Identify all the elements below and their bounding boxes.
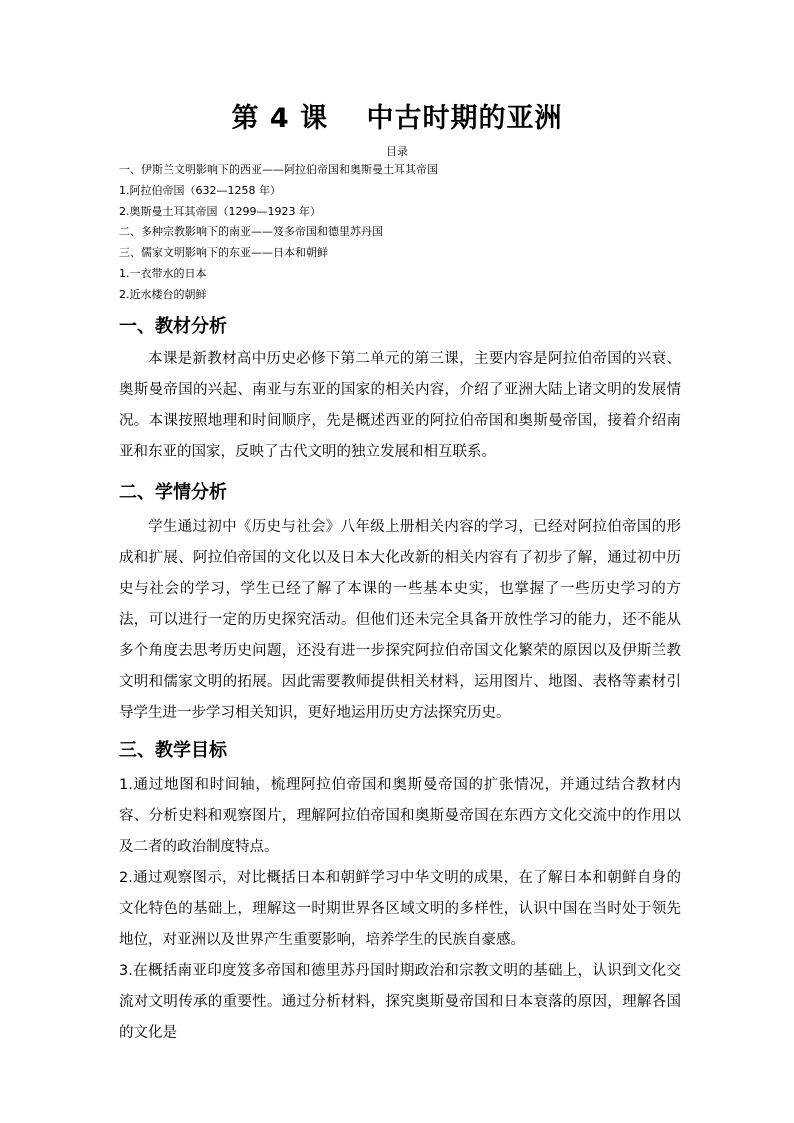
section-learner-analysis bbox=[119, 480, 681, 729]
paragraph: 1.通过地图和时间轴，梳理阿拉伯帝国和奥斯曼帝国的扩张情况，并通过结合教材内容、分析史料和观察图片，理解阿拉伯帝国和奥斯曼帝国在东西方文化交流中的作用以及二者的政治制度特点。 bbox=[119, 777, 681, 855]
paragraph: 学生通过初中《历史与社会》八年级上册相关内容的学习，已经对阿拉伯帝国的形成和扩展、阿拉伯帝国的文化以及日本大化改新的相关内容有了初步了解，通过初中历史与社会的学习，学生已经了解了本课的一些基本史实，也掌握了一些历史学习的方法，可以进行一定的历史探究活动。但他们还未完全具备开放性学习的能力，还不能从多个角度去思考历史问题，还没有进一步探究阿拉伯帝国文化繁荣的原因以及伊斯兰教文明和儒家文明的拓展。因此需要教师提供相关材料，运用图片、地图、表格等素材引导学生进一步学习相关知识，更好地运用历史方法探究历史。 bbox=[119, 519, 681, 721]
toc-item[interactable]: 一、伊斯兰文明影响下的西亚——阿拉伯帝国和奥斯曼土耳其帝国 bbox=[119, 163, 438, 176]
toc-item[interactable]: 2.近水楼台的朝鲜 bbox=[119, 287, 207, 301]
section-textbook-analysis bbox=[119, 314, 681, 468]
section-heading: 二、学情分析 bbox=[119, 482, 227, 503]
section-heading: 一、教材分析 bbox=[119, 316, 227, 337]
toc-item[interactable]: 三、儒家文明影响下的东亚——日本和朝鲜 bbox=[119, 246, 328, 260]
paragraph: 本课是新教材高中历史必修下第二单元的第三课，主要内容是阿拉伯帝国的兴衰、奥斯曼帝国的兴起、南亚与东亚的国家的相关内容，介绍了亚洲大陆上诸文明的发展情况。本课按照地理和时间顺序，先是概述西亚的阿拉伯帝国和奥斯曼帝国，接着介绍南亚和东亚的国家，反映了古代文明的独立发展和相互联系。 bbox=[119, 351, 681, 460]
toc-heading: 目录 bbox=[386, 145, 408, 158]
paragraph: 3.在概括南亚印度笈多帝国和德里苏丹国时期政治和宗教文明的基础上，认识到文化交流对文明传承的重要性。通过分析材料，探究奥斯曼帝国和日本衰落的原因，理解各国的文化是 bbox=[119, 963, 681, 1041]
section-teaching-objectives bbox=[119, 738, 681, 1049]
section-heading: 三、教学目标 bbox=[119, 740, 227, 761]
paragraph: 2.通过观察图示，对比概括日本和朝鲜学习中华文明的成果，在了解日本和朝鲜自身的文化特色的基础上，理解这一时期世界各区域文明的多样性，认识中国在当时处于领先地位，对亚洲以及世界产生重要影响，培养学生的民族自豪感。 bbox=[119, 870, 681, 948]
table-of-contents bbox=[119, 160, 679, 306]
toc-item[interactable]: 二、多种宗教影响下的南亚——笈多帝国和德里苏丹国 bbox=[119, 225, 383, 239]
toc-item[interactable]: 1.一衣带水的日本 bbox=[119, 266, 207, 280]
toc-item[interactable]: 2.奥斯曼土耳其帝国（1299—1923 年） bbox=[119, 204, 321, 218]
toc-item[interactable]: 1.阿拉伯帝国（632—1258 年） bbox=[119, 183, 281, 197]
lesson-title: 第 4 课 中古时期的亚洲 bbox=[231, 103, 563, 134]
